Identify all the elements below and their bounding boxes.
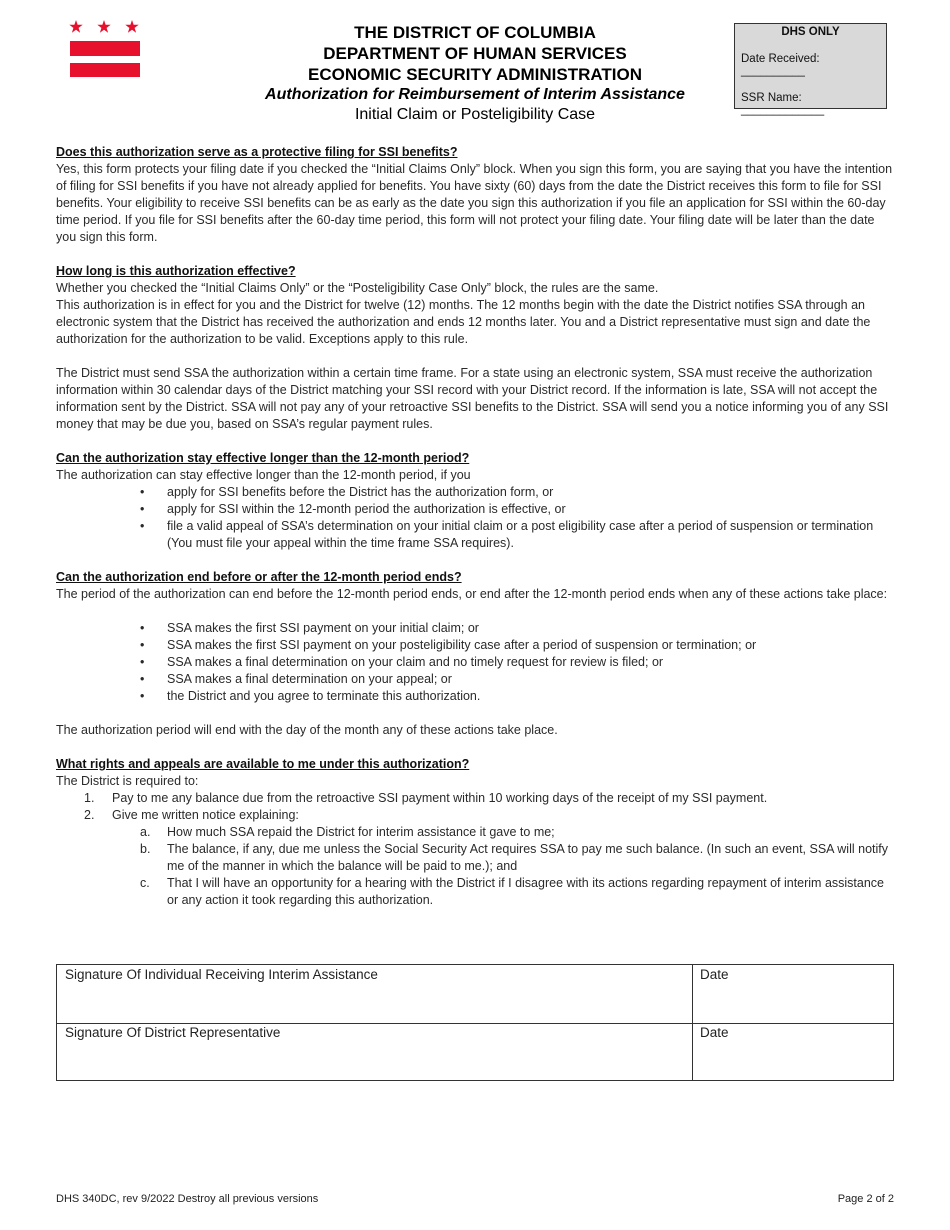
paragraph: The District is required to: — [56, 774, 199, 788]
numbered-item — [56, 790, 896, 807]
flag-bar-bottom — [70, 63, 140, 77]
item-letter: c. — [140, 876, 150, 890]
form-subtitle: Initial Claim or Posteligibility Case — [354, 106, 596, 123]
paragraph: The District must send SSA the authorization within a certain time frame. For a state using an electronic system, SSA must receive the authorization information within 30 calendar days of the District matching your SSI record with your District record. If the information is late, SSA will not accept the information sent by the District. SSA will not pay any of your retroactive SSI benefits to the District. SSA will send you a notice informing you of any SSI money that may be due you, based on SSA’s regular payment rules. — [56, 366, 889, 431]
flag-bar-top — [70, 41, 140, 56]
signature-row-representative[interactable] — [57, 1023, 893, 1081]
signature-row-individual[interactable] — [57, 965, 893, 1024]
flag-star-icon — [69, 20, 82, 33]
form-body — [56, 144, 896, 909]
item-text: Give me written notice explaining: — [112, 808, 299, 822]
form-title: Authorization for Reimbursement of Interim Assistance — [265, 86, 685, 103]
item-number: 1. — [84, 791, 95, 805]
paragraph: The period of the authorization can end before the 12-month period ends, or end after the 12-month period ends when any of these actions take place: — [56, 587, 888, 601]
bullet-list — [56, 620, 896, 705]
item-text: The balance, if any, due me unless the Social Security Act requires SSA to pay me such balance. (In such an event, SSA will notify me of the manner in which the balance will be paid to me.); and — [167, 842, 888, 873]
lettered-item — [56, 841, 896, 875]
list-item: • file a valid appeal of SSA’s determination on your initial claim or a post eligibility case after a period of suspension or termination (You must file your appeal within the time frame SSA requires). — [56, 518, 896, 552]
lettered-item — [56, 875, 896, 909]
flag-star-icon — [97, 20, 110, 33]
lettered-item — [56, 824, 896, 841]
item-number: 2. — [84, 808, 95, 822]
list-item: • SSA makes a final determination on your claim and no timely request for review is filed; or — [56, 654, 896, 671]
representative-signature-label: Signature Of District Representative — [65, 1025, 281, 1040]
question-stay-effective: Can the authorization stay effective longer than the 12-month period? — [56, 451, 470, 465]
ssr-name-field[interactable]: SSR Name: _____________ — [741, 92, 825, 116]
paragraph: The authorization can stay effective longer than the 12-month period, if you — [56, 468, 471, 482]
individual-signature-label: Signature Of Individual Receiving Interim Assistance — [65, 967, 378, 982]
list-item: • SSA makes a final determination on your appeal; or — [56, 671, 896, 688]
item-text: That I will have an opportunity for a hearing with the District if I disagree with its actions regarding repayment of interim assistance or any action it took regarding this authorization. — [167, 876, 885, 907]
item-letter: a. — [140, 825, 151, 839]
header-district: THE DISTRICT OF COLUMBIA — [354, 23, 596, 42]
question-rights-appeals: What rights and appeals are available to me under this authorization? — [56, 757, 470, 771]
header-administration: ECONOMIC SECURITY ADMINISTRATION — [307, 65, 643, 84]
list-item: • SSA makes the first SSI payment on your initial claim; or — [56, 620, 896, 637]
item-text: How much SSA repaid the District for interim assistance it gave to me; — [167, 825, 555, 839]
numbered-item — [56, 807, 896, 824]
bullet-list — [56, 484, 896, 552]
paragraph: The authorization period will end with the day of the month any of these actions take place. — [56, 723, 558, 737]
question-authorization-end: Can the authorization end before or after the 12-month period ends? — [56, 570, 462, 584]
date-received-field[interactable]: Date Received: __________ — [741, 53, 820, 77]
answer-protective-filing: Yes, this form protects your filing date if you checked the “Initial Claims Only” block. When you sign this form, you are saying that you have the intention of filing for SSI benefits if you have not already applied for benefits. You have sixty (60) days from the date the District receives this form to file for SSI benefits. Your eligibility to receive SSI benefits can be as early as the date you sign this authorization if you file an application for SSI within the 60-day time period. If you file for SSI benefits after the 60-day time period, this form will not protect your filing date. Your filing date will be later than the date you sign this form. — [56, 162, 893, 244]
form-header — [230, 22, 720, 125]
dhs-only-box — [734, 23, 887, 116]
item-letter: b. — [140, 842, 151, 856]
question-effective-period: How long is this authorization effective? — [56, 264, 296, 278]
list-item: • SSA makes the first SSI payment on your posteligibility case after a period of suspension or termination; or — [56, 637, 896, 654]
dhs-only-title: DHS ONLY — [781, 26, 840, 38]
dc-flag-logo — [68, 20, 140, 78]
form-version-footer: DHS 340DC, rev 9/2022 Destroy all previous versions — [56, 1193, 319, 1205]
paragraph: This authorization is in effect for you and the District for twelve (12) months. The 12 months begin with the date the District notifies SSA through an electronic system that the District has received the authorization and ends 12 months later. You and a District representative must sign and date the authorization for the authorization to be valid. Exceptions apply to this rule. — [56, 298, 871, 346]
individual-date-label: Date — [700, 967, 729, 982]
list-item: • apply for SSI benefits before the District has the authorization form, or — [56, 484, 896, 501]
item-text: Pay to me any balance due from the retroactive SSI payment within 10 working days of the receipt of my SSI payment. — [112, 791, 768, 805]
flag-star-icon — [125, 20, 138, 33]
list-item: • apply for SSI within the 12-month period the authorization is effective, or — [56, 501, 896, 518]
list-item: • the District and you agree to terminate this authorization. — [56, 688, 896, 705]
signature-table — [56, 964, 894, 1081]
page-number: Page 2 of 2 — [837, 1193, 894, 1205]
paragraph: Whether you checked the “Initial Claims Only” or the “Posteligibility Case Only” block, the rules are the same. — [56, 281, 659, 295]
header-department: DEPARTMENT OF HUMAN SERVICES — [323, 44, 627, 63]
representative-date-label: Date — [700, 1025, 729, 1040]
question-protective-filing: Does this authorization serve as a protective filing for SSI benefits? — [56, 145, 458, 159]
